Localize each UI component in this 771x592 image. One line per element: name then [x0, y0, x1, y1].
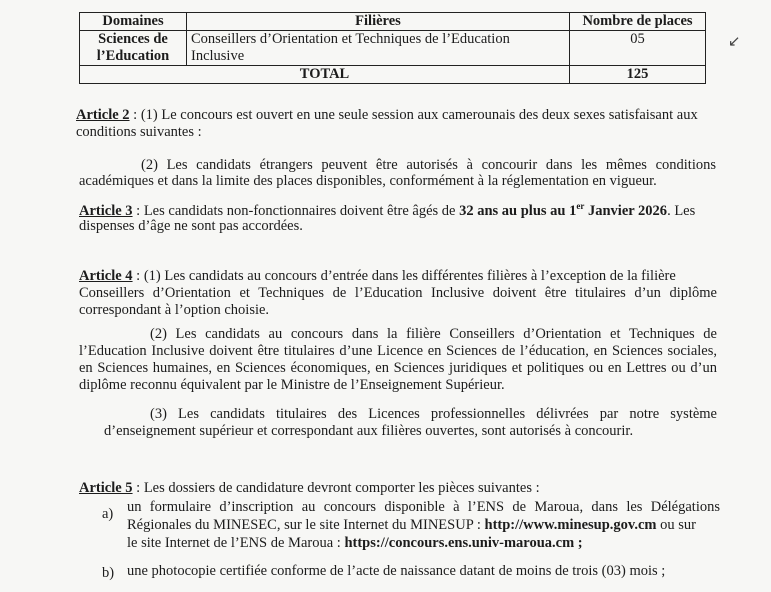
article2-text: : (1) Le concours est ouvert en une seule session aux camerounais des deux sexes satisfaisant aux	[129, 107, 698, 123]
article4-p2-line4: diplôme reconnu équivalent par le Ministre de l’Enseignement Supérieur.	[79, 377, 505, 393]
article5-a-line1: un formulaire d’inscription au concours disponible à l’ENS de Maroua, dans les Délégations	[127, 499, 720, 515]
list-marker-b: b)	[102, 565, 115, 581]
article3-line2: dispenses d’âge ne sont pas accordées.	[79, 218, 303, 234]
article4-line1	[79, 268, 676, 285]
domain-line-2: l’Education	[96, 48, 170, 64]
margin-mark: ↙	[728, 32, 741, 50]
header-domaines: Domaines	[80, 13, 187, 31]
table-row	[80, 31, 706, 66]
article5-a3-text: le site Internet de l’ENS de Maroua :	[127, 535, 345, 551]
article5-line1	[79, 480, 540, 497]
article4-p2-line3: en Sciences humaines, en Sciences économiques, en Sciences juridiques et politiques ou en Lettres ou d’un	[79, 360, 717, 376]
cell-domain	[80, 31, 187, 66]
minesup-url: http://www.minesup.gov.cm	[484, 517, 657, 533]
places-table	[79, 12, 706, 84]
article3-sup: er	[576, 201, 585, 211]
list-marker-a: a)	[102, 506, 114, 522]
article4-label: Article 4	[79, 268, 133, 284]
total-value: 125	[570, 66, 706, 84]
cell-places: 05	[570, 31, 706, 66]
article3-post: . Les	[667, 202, 696, 219]
article5-text: : Les dossiers de candidature devront comporter les pièces suivantes :	[132, 480, 540, 496]
article3-label: Article 3	[79, 202, 133, 219]
article2-label: Article 2	[76, 107, 130, 123]
article5-a-line3	[127, 535, 583, 552]
article2-line2: conditions suivantes :	[76, 124, 202, 140]
total-label: TOTAL	[80, 66, 570, 84]
article5-label: Article 5	[79, 480, 133, 496]
article4-p3-line1: (3) Les candidats titulaires des Licences professionnelles délivrées par notre système	[150, 406, 717, 422]
article4-text: : (1) Les candidats au concours d’entrée dans les différentes filières à l’exception de la filière	[132, 268, 676, 284]
filiere-line-1: Conseillers d’Orientation et Techniques de l’Education	[191, 31, 510, 47]
article3-line1	[79, 201, 695, 220]
article4-line2: Conseillers d’Orientation et Techniques de l’Education Inclusive doivent être titulaires d’un diplôme	[79, 285, 717, 301]
article3-date: Janvier 2026	[584, 202, 668, 219]
table-total-row	[80, 66, 706, 84]
article5-a-line2	[127, 517, 696, 534]
article4-p2-line1: (2) Les candidats au concours dans la filière Conseillers d’Orientation et Techniques de	[150, 326, 717, 342]
header-nombre-places: Nombre de places	[570, 13, 706, 31]
article3-age-limit: 32 ans au plus au 1	[459, 202, 577, 219]
filiere-line-2: Inclusive	[191, 48, 245, 64]
table-header-row	[80, 13, 706, 31]
article3-text: : Les candidats non-fonctionnaires doivent être âgés de	[132, 202, 460, 219]
cell-filiere	[187, 31, 570, 66]
article2-p2-line2: académiques et dans la limite des places disponibles, conformément à la réglementation en vigueur.	[79, 173, 657, 189]
header-filieres: Filières	[187, 13, 570, 31]
article4-p3-line2: d’enseignement supérieur et correspondant aux filières ouvertes, sont autorisés à concourir.	[104, 423, 634, 439]
article5-b-line1: une photocopie certifiée conforme de l’acte de naissance datant de moins de trois (03) mois ;	[127, 563, 666, 579]
article2-p2-line1: (2) Les candidats étrangers peuvent être autorisés à concourir dans les mêmes conditions	[141, 157, 716, 173]
article5-a-text: Régionales du MINESEC, sur le site Internet du MINESUP :	[127, 517, 485, 533]
article4-line3: correspondant à l’option choisie.	[79, 302, 270, 318]
domain-line-1: Sciences de	[98, 31, 168, 47]
article5-a-post: ou sur	[656, 517, 696, 533]
ens-maroua-url: https://concours.ens.univ-maroua.cm ;	[344, 535, 583, 551]
article4-p2-line2: l’Education Inclusive doivent être titulaires d’une Licence en Sciences de l’éducation, en Sciences sociales,	[79, 343, 717, 359]
article2-line1	[76, 107, 698, 124]
